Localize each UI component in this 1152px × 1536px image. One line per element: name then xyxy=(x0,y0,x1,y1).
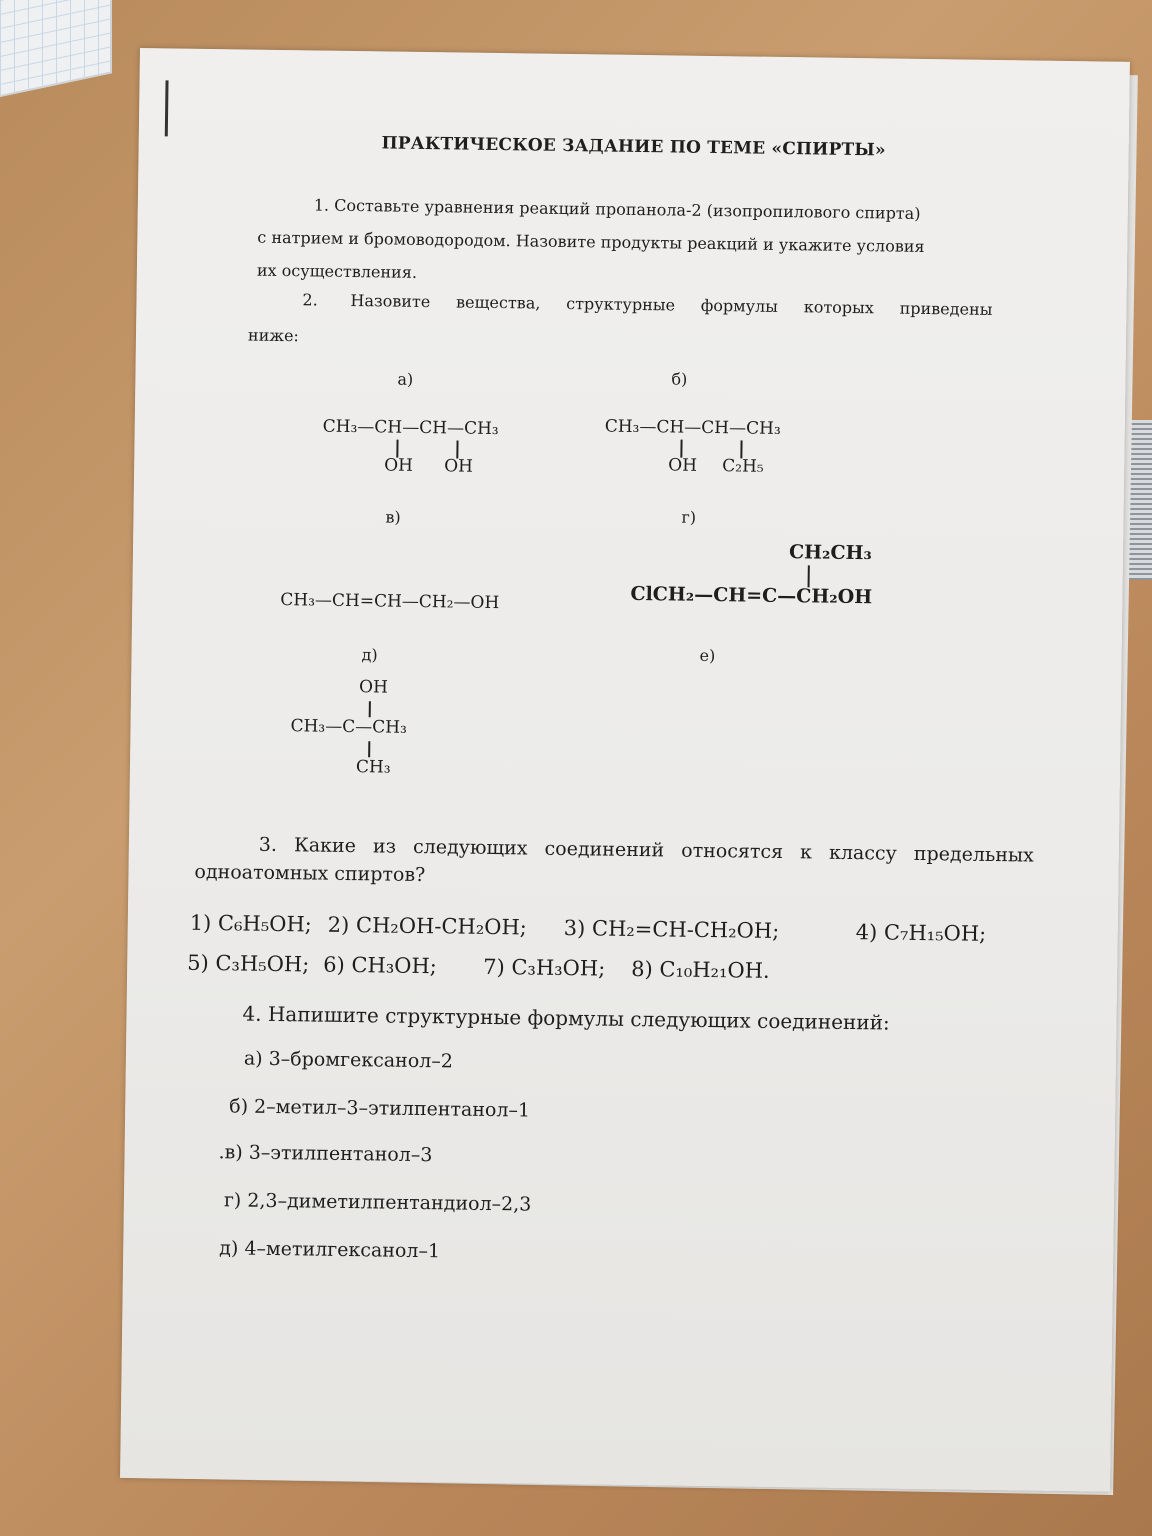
worksheet-page xyxy=(120,48,1130,1492)
bond-d1 xyxy=(369,701,371,717)
bond-d2 xyxy=(368,741,370,757)
worksheet-title: ПРАКТИЧЕСКОЕ ЗАДАНИЕ ПО ТЕМЕ «СПИРТЫ» xyxy=(381,133,886,161)
label-b: б) xyxy=(671,369,688,389)
task4-item-d: д) 4–метилгексанол–1 xyxy=(219,1237,441,1263)
task2-text: Назовите вещества, структурные формулы которых приведены xyxy=(350,290,993,319)
bond-g xyxy=(808,565,810,587)
formula-g-main: ClCH₂—CH=C—CH₂OH xyxy=(630,582,873,609)
task3-item-7: 7) C₃H₃OH; xyxy=(483,954,606,981)
formula-d-main: CH₃—C—CH₃ xyxy=(290,716,407,738)
task3-item-2: 2) CH₂OH-CH₂OH; xyxy=(327,912,527,940)
formula-a-main: CH₃—CH—CH—CH₃ xyxy=(322,416,499,440)
task4-item-g: г) 2,3–диметилпентандиол–2,3 xyxy=(223,1189,532,1216)
formula-b-main: CH₃—CH—CH—CH₃ xyxy=(604,416,781,439)
formula-v: CH₃—CH=CH—CH₂—OH xyxy=(280,590,500,614)
label-g: г) xyxy=(681,507,697,527)
formula-d-top: OH xyxy=(358,677,389,698)
task3-item-5: 5) C₃H₅OH; xyxy=(187,950,310,977)
task3-item-1: 1) C₆H₅OH; xyxy=(189,910,313,937)
task4-item-v: .в) 3–этилпентанол–3 xyxy=(218,1141,433,1167)
formula-a-oh1: OH xyxy=(384,455,414,476)
label-d: д) xyxy=(361,645,378,665)
task3-item-4: 4) C₇H₁₅OH; xyxy=(855,920,987,946)
task2-number: 2. xyxy=(302,290,318,310)
task1-line2: с натрием и бромоводородом. Назовите продукты реакций и укажите условия xyxy=(257,227,925,256)
label-e: е) xyxy=(699,645,716,666)
task4-title: 4. Напишите структурные формулы следующих соединений: xyxy=(242,1001,890,1035)
task4-item-b: б) 2–метил–3–этилпентанол–1 xyxy=(229,1095,531,1122)
task3-line2: одноатомных спиртов? xyxy=(194,860,426,887)
label-a: а) xyxy=(397,369,414,389)
formula-a-oh2: OH xyxy=(444,456,474,477)
task3-item-3: 3) CH₂=CH-CH₂OH; xyxy=(563,916,780,944)
task3-line1: 3. Какие из следующих соединений относятся к классу предельных xyxy=(258,833,1034,867)
task3-item-8: 8) C₁₀H₂₁OH. xyxy=(631,956,770,983)
margin-mark xyxy=(165,80,169,136)
formula-g-top: CH₂CH₃ xyxy=(788,541,872,565)
task4-item-a: а) 3–бромгексанол–2 xyxy=(243,1047,454,1073)
formula-d-bottom: CH₃ xyxy=(355,757,391,778)
task1-line1: 1. Составьте уравнения реакций пропанола-2 (изопропилового спирта) xyxy=(313,195,921,223)
formula-b-ethyl: C₂H₅ xyxy=(722,456,764,477)
task1-line3: их осуществления. xyxy=(256,260,418,282)
notebook-corner xyxy=(0,0,112,97)
formula-b-oh: OH xyxy=(668,455,698,476)
label-v: в) xyxy=(385,507,401,527)
task2-cont: ниже: xyxy=(247,325,300,346)
task3-item-6: 6) CH₃OH; xyxy=(323,952,438,979)
